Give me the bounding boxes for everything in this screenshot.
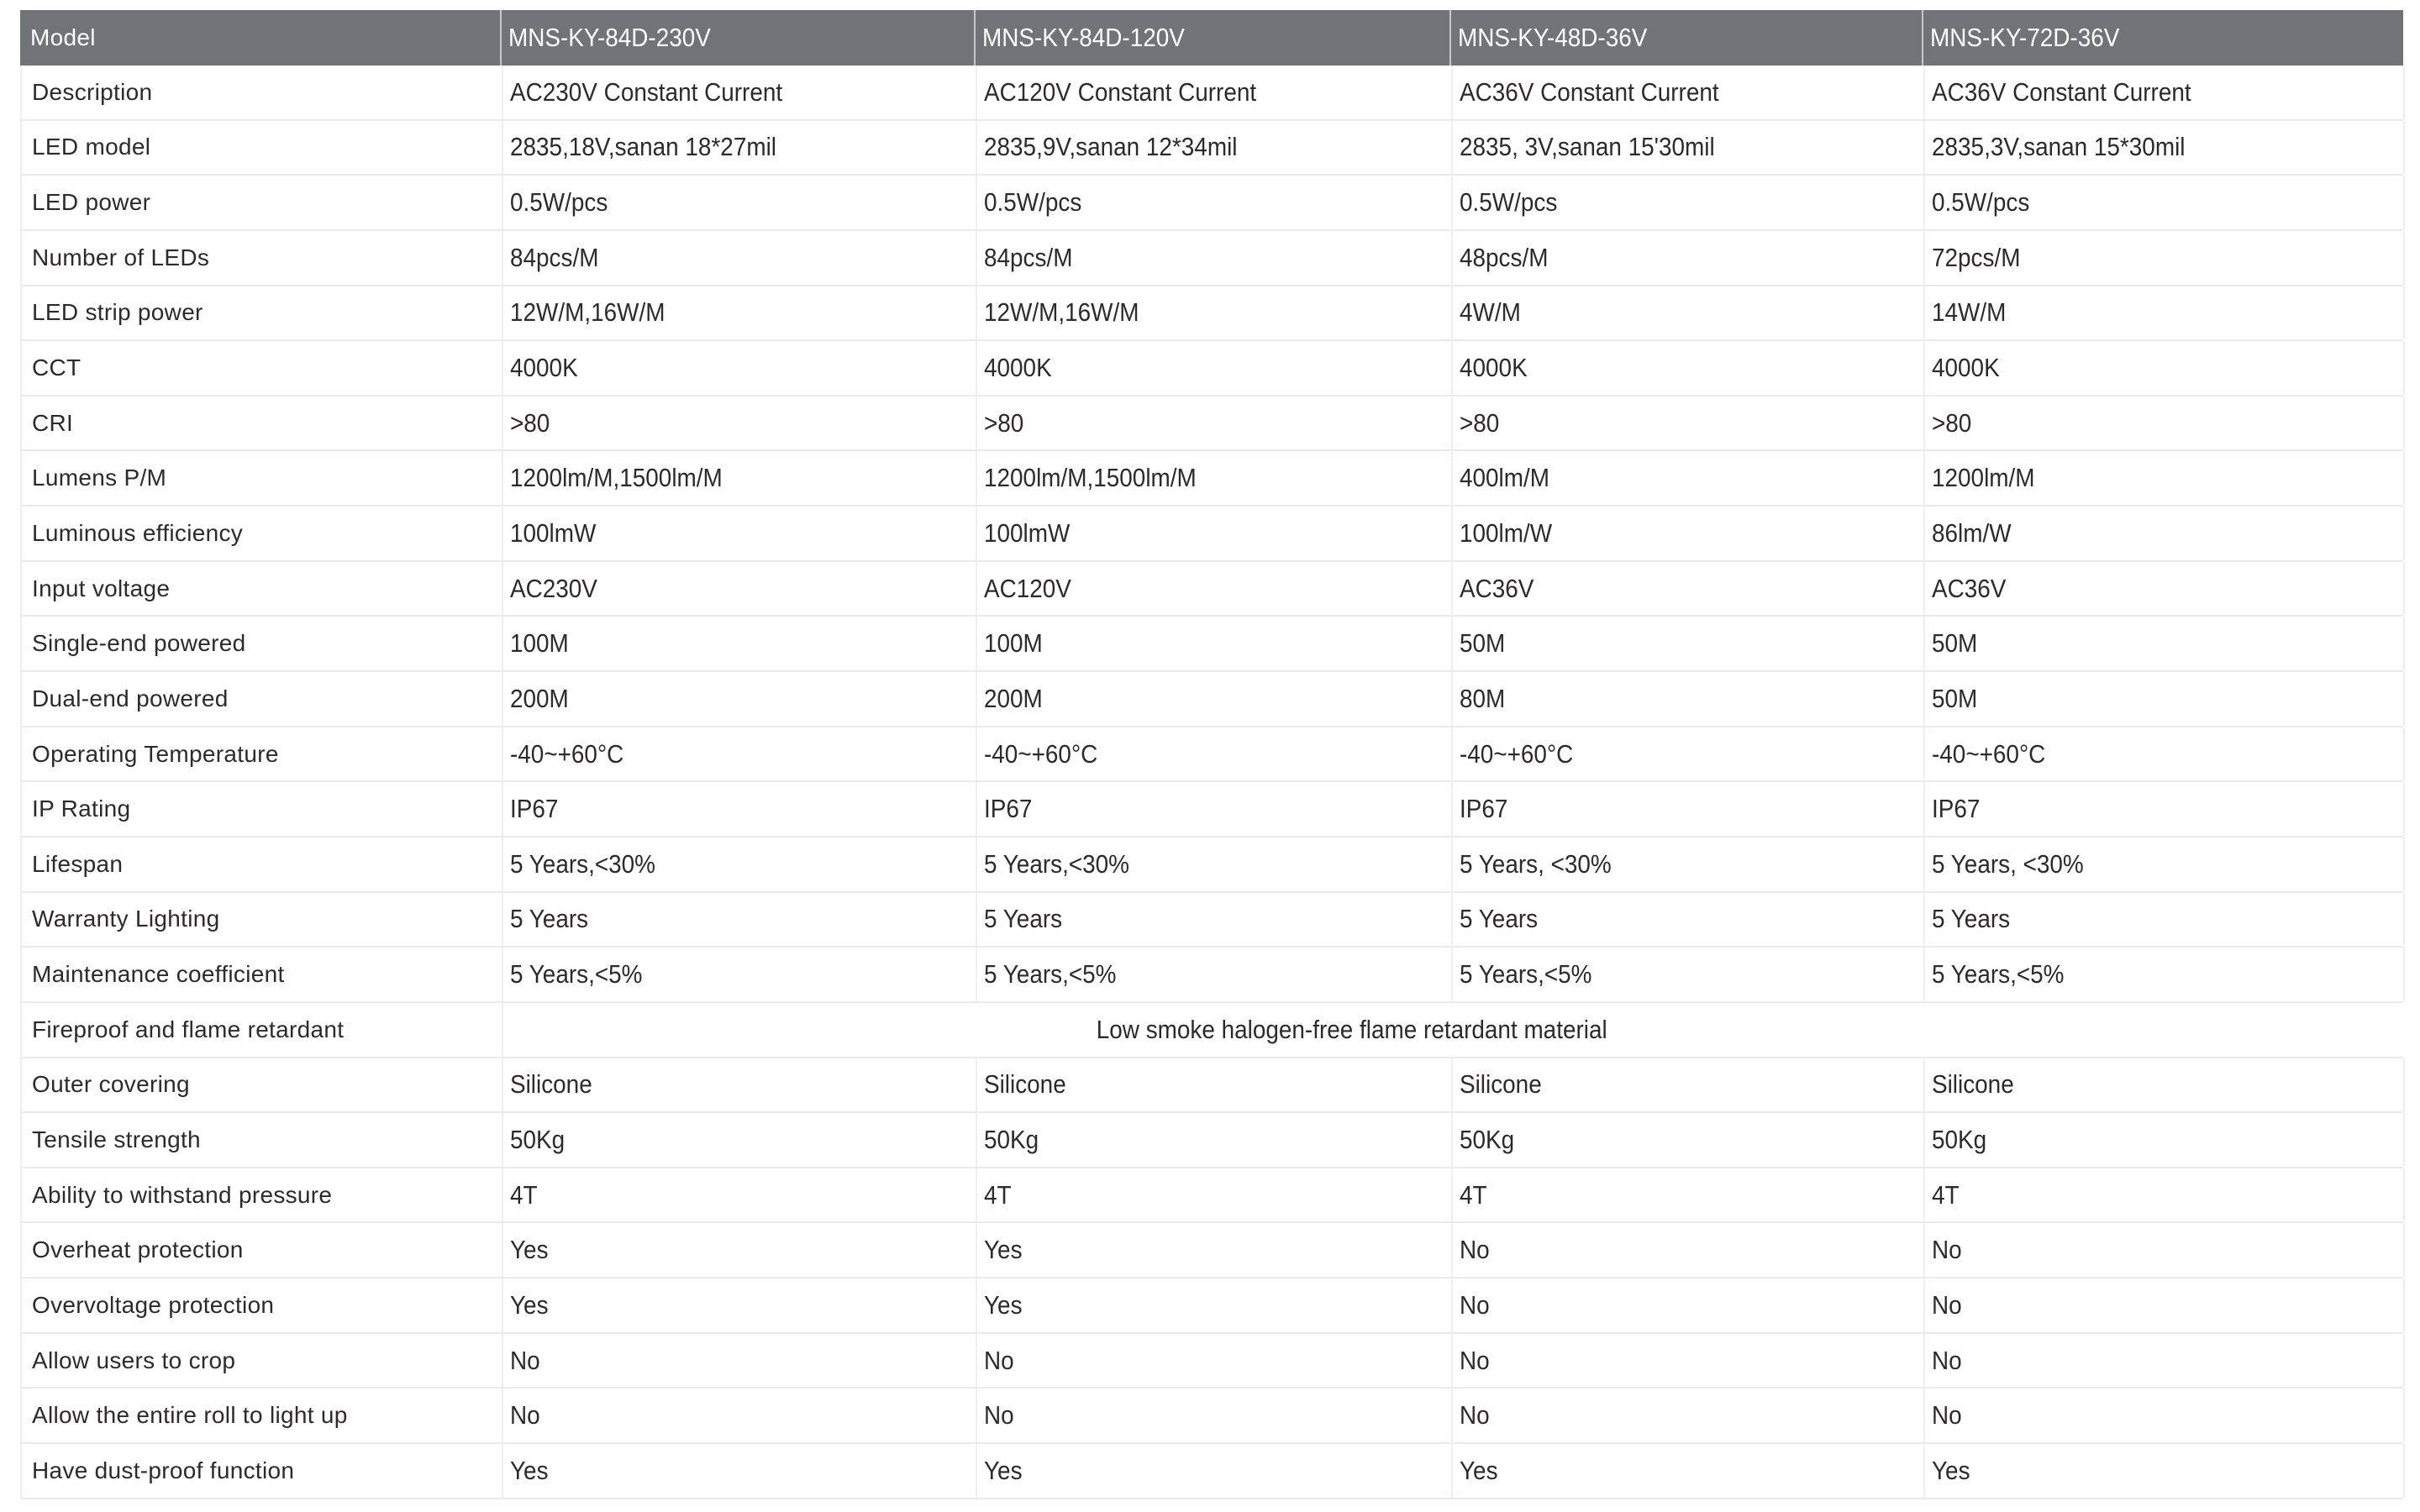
row-label [22,396,503,450]
spec-cell-text: 2835,3V,sanan 15*30mil [1932,132,2186,162]
spec-cell-text: >80 [1932,407,1972,438]
row-label [22,1003,503,1057]
spec-cell-text: 100lm/W [1460,517,1553,548]
spec-cell-text: No [1460,1345,1490,1375]
spec-cell [503,1058,977,1112]
table-row [20,782,2403,837]
spec-cell-text: 50M [1932,683,1978,713]
spec-cell-text: No [1932,1289,1962,1320]
spec-cell [1453,1389,1925,1442]
row-label [22,507,503,560]
spec-cell-text: No [984,1400,1014,1431]
spec-cell [503,451,977,505]
row-label-text: Ability to withstand pressure [32,1181,333,1208]
spec-cell-text: Silicone [1460,1069,1542,1100]
spec-cell [977,1223,1453,1277]
spec-cell [1453,948,1925,1001]
spec-cell [1925,507,2405,560]
column-header-model-2-text: MNS-KY-84D-120V [982,23,1185,52]
spec-cell-text: Yes [510,1455,549,1485]
row-label [22,1058,503,1112]
spec-cell [503,893,977,947]
table-row [20,396,2403,452]
table-row [20,1058,2403,1114]
row-label [22,1444,503,1498]
row-label-text: Number of LEDs [32,244,210,270]
row-label-text: Have dust-proof function [32,1457,295,1483]
spec-cell [1925,1334,2405,1388]
spec-cell-text: 4000K [1932,353,2000,383]
table-row [20,341,2403,396]
spec-cell-text: 84pcs/M [510,242,599,272]
spec-cell [503,396,977,450]
spec-cell [1453,1444,1925,1498]
spec-table [20,10,2403,1499]
row-label [22,562,503,616]
spec-cell-text: 1200lm/M,1500lm/M [510,463,723,493]
spec-cell [1453,1058,1925,1112]
spec-cell-text: 400lm/M [1460,463,1549,493]
row-label [22,782,503,836]
spec-cell-text: Yes [984,1235,1023,1265]
spec-cell-text: AC230V [510,573,597,603]
row-label-text: Lumens P/M [32,465,167,491]
merged-spec-cell [503,1003,2405,1057]
row-label-text: IP Rating [32,795,131,822]
row-label [22,948,503,1001]
spec-cell [977,507,1453,560]
spec-cell [503,286,977,340]
table-row [20,451,2403,507]
spec-cell-text: AC120V Constant Current [984,76,1257,107]
spec-cell-text: 5 Years,<30% [984,848,1129,879]
spec-cell-text: 5 Years [984,904,1063,934]
column-header-model-text: Model [30,24,96,50]
table-row [20,1444,2403,1499]
spec-cell [1453,286,1925,340]
spec-cell [503,1223,977,1277]
spec-cell-text: Silicone [1932,1069,2014,1100]
spec-cell-text: -40~+60°C [1460,738,1574,769]
spec-cell [1453,1334,1925,1388]
spec-cell [1925,121,2405,175]
spec-cell-text: 86lm/W [1932,517,2012,548]
spec-cell [977,837,1453,891]
row-label-text: LED model [32,134,151,160]
spec-cell-text: -40~+60°C [510,738,624,769]
spec-cell-text: AC120V [984,573,1071,603]
spec-cell [503,1389,977,1442]
spec-cell [1925,176,2405,229]
table-row [20,837,2403,893]
spec-cell [503,782,977,836]
spec-cell [1453,672,1925,726]
row-label-text: CRI [32,409,74,436]
spec-cell-text: 100lmW [510,517,597,548]
row-label [22,893,503,947]
table-row [20,286,2403,342]
spec-cell [977,1334,1453,1388]
spec-cell-text: Silicone [510,1069,592,1100]
spec-cell-text: 5 Years [1932,904,2011,934]
column-header-model-4 [1923,10,2403,66]
spec-cell [1925,1278,2405,1332]
spec-cell-text: AC36V Constant Current [1932,76,2191,107]
spec-cell [1925,286,2405,340]
spec-cell [1925,1389,2405,1442]
row-label [22,672,503,726]
spec-cell [977,948,1453,1001]
spec-cell [977,1113,1453,1167]
table-row [20,1168,2403,1224]
row-label-text: Operating Temperature [32,740,279,767]
row-label [22,727,503,781]
spec-cell [977,341,1453,395]
spec-cell-text: 5 Years, <30% [1460,848,1612,879]
spec-cell [1925,231,2405,285]
spec-cell [977,782,1453,836]
spec-cell-text: 5 Years [510,904,589,934]
spec-cell-text: AC36V [1460,573,1534,603]
row-label [22,1278,503,1332]
spec-cell-text: 100M [984,628,1043,659]
spec-cell [977,121,1453,175]
spec-cell [1453,782,1925,836]
spec-cell [1925,782,2405,836]
spec-cell [1925,396,2405,450]
spec-cell-text: -40~+60°C [984,738,1098,769]
table-row [20,1113,2403,1168]
spec-cell-text: No [1460,1235,1490,1265]
column-header-model-3 [1451,10,1923,66]
spec-cell [977,1389,1453,1442]
spec-cell-text: Yes [1932,1455,1970,1485]
spec-cell [1453,1278,1925,1332]
spec-cell-text: Yes [984,1455,1023,1485]
table-body [20,66,2403,1499]
spec-cell [1453,1113,1925,1167]
spec-cell [977,893,1453,947]
spec-cell-text: 4T [510,1179,538,1210]
spec-cell-text: 4T [1460,1179,1487,1210]
spec-cell-text: 5 Years,<5% [1460,959,1592,990]
spec-cell [503,672,977,726]
spec-cell-text: 0.5W/pcs [510,187,608,218]
spec-cell [1453,341,1925,395]
table-row [20,727,2403,783]
spec-cell-text: AC230V Constant Current [510,76,783,107]
spec-cell [503,948,977,1001]
spec-cell-text: No [510,1400,540,1431]
row-label [22,176,503,229]
spec-cell [977,176,1453,229]
spec-cell-text: 50Kg [510,1124,566,1154]
spec-cell-text: 5 Years,<30% [510,848,655,879]
spec-cell-text: 50Kg [1932,1124,1987,1154]
spec-cell [1925,451,2405,505]
table-row [20,1389,2403,1444]
row-label-text: Overvoltage protection [32,1291,275,1318]
spec-cell [1925,617,2405,670]
spec-cell-text: IP67 [984,794,1033,824]
row-label-text: Tensile strength [32,1126,201,1152]
spec-cell [503,727,977,781]
spec-cell [503,837,977,891]
spec-cell-text: 50Kg [984,1124,1039,1154]
row-label [22,451,503,505]
spec-cell-text: 5 Years,<5% [984,959,1117,990]
spec-cell-text: Yes [510,1235,549,1265]
spec-cell-text: 4T [1932,1179,1960,1210]
table-row [20,66,2403,121]
table-header-row [20,10,2403,66]
spec-cell [503,1113,977,1167]
spec-cell [1925,1113,2405,1167]
spec-cell-text: 5 Years,<5% [510,959,643,990]
row-label-text: Allow users to crop [32,1347,236,1373]
table-row [20,948,2403,1003]
row-label [22,617,503,670]
column-header-model-2 [976,10,1451,66]
spec-cell [1453,1223,1925,1277]
row-label-text: CCT [32,354,82,381]
spec-cell [503,1444,977,1498]
spec-cell-text: No [510,1345,540,1375]
spec-cell [1453,562,1925,616]
spec-cell [1925,1444,2405,1498]
spec-cell-text: 4W/M [1460,297,1521,328]
row-label-text: Input voltage [32,575,171,601]
row-label-text: LED power [32,189,151,216]
spec-cell-text: >80 [1460,407,1500,438]
spec-cell [1453,727,1925,781]
spec-cell [977,396,1453,450]
spec-cell-text: 2835,9V,sanan 12*34mil [984,132,1238,162]
spec-cell-text: 2835, 3V,sanan 15'30mil [1460,132,1715,162]
spec-cell-text: 5 Years, <30% [1932,848,2084,879]
row-label-text: Outer covering [32,1071,190,1098]
spec-cell [1925,562,2405,616]
row-label [22,1113,503,1167]
spec-cell-text: 0.5W/pcs [1460,187,1558,218]
table-row [20,1223,2403,1278]
spec-cell-text: No [1932,1235,1962,1265]
spec-cell [977,672,1453,726]
row-label [22,1223,503,1277]
row-label-text: Maintenance coefficient [32,961,285,988]
row-label-text: Luminous efficiency [32,519,244,546]
table-row [20,121,2403,176]
table-row [20,1334,2403,1389]
row-label-text: Lifespan [32,850,124,877]
column-header-model-1 [502,10,976,66]
spec-cell-text: 5 Years [1460,904,1539,934]
row-label [22,121,503,175]
spec-cell-text: 12W/M,16W/M [984,297,1139,328]
spec-cell [1453,121,1925,175]
spec-cell-text: 200M [510,683,569,713]
row-label-text: LED strip power [32,299,203,326]
spec-cell-text: >80 [510,407,550,438]
spec-cell-text: IP67 [1932,794,1981,824]
spec-cell [1453,176,1925,229]
spec-cell-text: Yes [510,1289,549,1320]
row-label [22,1168,503,1222]
spec-cell [503,231,977,285]
spec-cell-text: 72pcs/M [1932,242,2021,272]
spec-cell [503,1334,977,1388]
spec-cell [1925,837,2405,891]
spec-cell [977,1168,1453,1222]
spec-cell-text: 0.5W/pcs [984,187,1082,218]
spec-cell-text: 2835,18V,sanan 18*27mil [510,132,776,162]
spec-cell [1453,66,1925,119]
table-row [20,231,2403,286]
spec-cell-text: 84pcs/M [984,242,1073,272]
spec-cell [977,562,1453,616]
spec-cell [503,176,977,229]
spec-cell [1925,66,2405,119]
spec-cell-text: 50M [1932,628,1978,659]
spec-cell-text: No [1460,1400,1490,1431]
spec-cell [977,1058,1453,1112]
spec-cell [503,121,977,175]
spec-cell [1453,231,1925,285]
table-row [20,176,2403,231]
spec-cell-text: 80M [1460,683,1506,713]
spec-cell [1453,396,1925,450]
spec-cell-text: No [984,1345,1014,1375]
spec-cell-text: 4000K [1460,353,1528,383]
row-label [22,1334,503,1388]
spec-cell-text: AC36V Constant Current [1460,76,1719,107]
table-row [20,507,2403,562]
row-label-text: Dual-end powered [32,685,229,711]
spec-cell [1453,507,1925,560]
table-row-merged [20,1003,2403,1058]
spec-cell [503,66,977,119]
spec-cell [1925,672,2405,726]
spec-cell-text: Silicone [984,1069,1066,1100]
row-label-text: Allow the entire roll to light up [32,1402,348,1429]
row-label-text: Warranty Lighting [32,906,220,932]
row-label [22,837,503,891]
spec-cell-text: >80 [984,407,1024,438]
spec-cell [977,727,1453,781]
spec-cell [1453,451,1925,505]
spec-cell-text: 0.5W/pcs [1932,187,2030,218]
spec-cell-text: AC36V [1932,573,2007,603]
spec-cell [1453,617,1925,670]
spec-cell [977,231,1453,285]
spec-cell-text: 1200lm/M [1932,463,2035,493]
column-header-model-4-text: MNS-KY-72D-36V [1930,23,2120,52]
row-label-text: Overheat protection [32,1236,244,1263]
spec-cell-text: 100M [510,628,569,659]
spec-cell-text: No [1932,1400,1962,1431]
spec-cell-text: 4T [984,1179,1012,1210]
row-label-text: Description [32,78,153,105]
spec-cell-text: 4000K [510,353,578,383]
table-row [20,893,2403,948]
table-row [20,617,2403,672]
spec-cell-text: 4000K [984,353,1052,383]
table-row [20,1278,2403,1334]
spec-cell-text: 50Kg [1460,1124,1515,1154]
spec-cell-text: 1200lm/M,1500lm/M [984,463,1197,493]
table-row [20,672,2403,727]
row-label-text: Fireproof and flame retardant [32,1016,345,1042]
column-header-model-3-text: MNS-KY-48D-36V [1458,23,1648,52]
spec-cell [503,507,977,560]
spec-cell [977,1278,1453,1332]
table-row [20,562,2403,617]
spec-cell-text: 100lmW [984,517,1071,548]
spec-cell-text: 5 Years,<5% [1932,959,2065,990]
spec-cell [503,562,977,616]
spec-cell [977,286,1453,340]
spec-cell [1453,837,1925,891]
spec-cell-text: 12W/M,16W/M [510,297,666,328]
spec-cell [1925,893,2405,947]
spec-cell [1925,948,2405,1001]
spec-cell [1925,341,2405,395]
spec-cell-text: IP67 [1460,794,1508,824]
row-label [22,66,503,119]
merged-spec-cell-text: Low smoke halogen-free flame retardant material [1096,1014,1607,1044]
spec-cell [977,66,1453,119]
spec-cell [503,1168,977,1222]
spec-cell [503,1278,977,1332]
spec-cell [1925,1168,2405,1222]
row-label [22,286,503,340]
spec-cell [1925,727,2405,781]
spec-cell [1925,1223,2405,1277]
spec-cell [1453,893,1925,947]
spec-cell-text: No [1460,1289,1490,1320]
column-header-model-1-text: MNS-KY-84D-230V [508,23,711,52]
spec-cell [977,451,1453,505]
spec-cell [977,617,1453,670]
column-header-model [20,10,502,66]
spec-cell-text: 50M [1460,628,1506,659]
spec-cell-text: 200M [984,683,1043,713]
row-label [22,231,503,285]
spec-cell [977,1444,1453,1498]
spec-cell-text: IP67 [510,794,559,824]
spec-cell [503,341,977,395]
row-label [22,1389,503,1442]
spec-cell-text: No [1932,1345,1962,1375]
spec-cell-text: 48pcs/M [1460,242,1549,272]
spec-cell-text: Yes [984,1289,1023,1320]
spec-cell-text: Yes [1460,1455,1498,1485]
spec-cell [1453,1168,1925,1222]
row-label [22,341,503,395]
spec-cell [503,617,977,670]
row-label-text: Single-end powered [32,630,246,657]
spec-cell-text: -40~+60°C [1932,738,2046,769]
spec-cell-text: 14W/M [1932,297,2007,328]
spec-cell [1925,1058,2405,1112]
